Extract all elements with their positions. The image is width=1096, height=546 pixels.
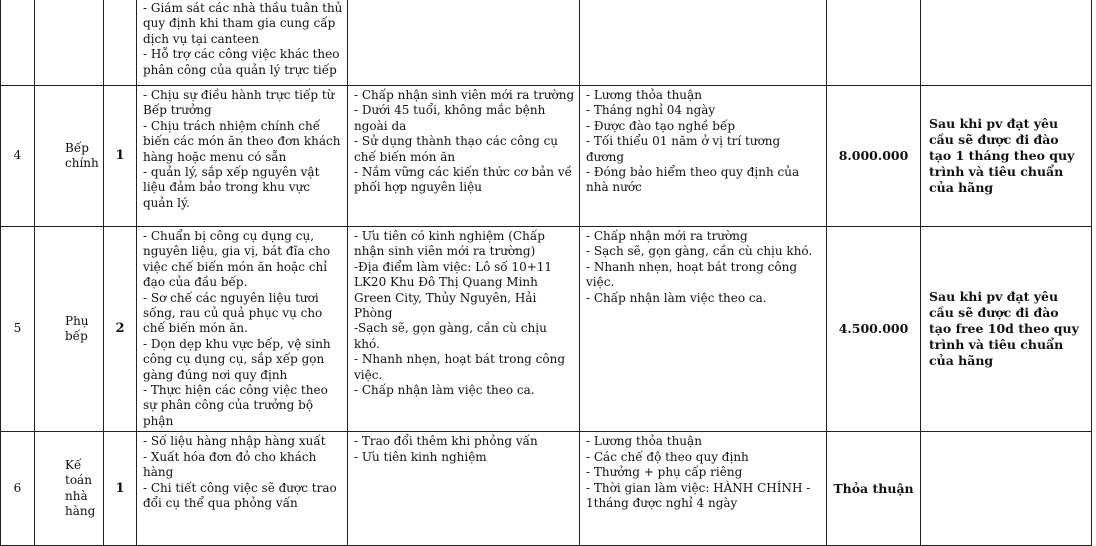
list-item: - Trao đổi thêm khi phỏng vấn [354,434,538,449]
position-title [35,0,104,86]
benefits-cell [580,432,827,546]
job-description-cell [137,0,348,86]
list-item: - Hỗ trợ các công việc khác theo phân công của quản lý trực tiếp [143,47,340,77]
list-item: - Chấp nhận làm việc theo ca. [586,290,767,305]
list-item: -Sạch sẽ, gọn gàng, cần cù chịu khó. [354,321,547,351]
note-cell: Sau khi pv đạt yêu cầu sẽ được đi đào tạo 1 tháng theo quy trình và tiêu chuẩn của hãng [921,86,1092,227]
list-item: - Chuẩn bị công cụ dụng cụ, nguyên liệu, gia vị, bát đĩa cho việc chế biến món ăn hoặc chỉ đạo của đầu bếp. [143,229,331,290]
note-cell [921,432,1092,546]
note-cell: Sau khi pv đạt yêu cầu sẽ được đi đào tạo free 10d theo quy trình và tiêu chuẩn của hãng [921,227,1092,432]
table-row [1,0,1092,86]
list-item: - Dọn dẹp khu vực bếp, vệ sinh công cụ dụng cụ, sắp xếp gọn gàng đúng nơi quy định [143,336,331,382]
list-item: - Sạch sẽ, gọn gàng, cần cù chịu khó. [586,244,813,259]
list-item: - Chấp nhận làm việc theo ca. [354,383,535,398]
list-item: - Lương thỏa thuận [586,88,702,102]
quantity-cell: 2 [104,227,137,432]
list-item: - quản lý, sắp xếp nguyên vật liệu đảm bảo trong khu vực quản lý. [143,165,320,210]
benefits-cell [580,227,827,432]
requirements-cell [348,86,580,227]
quantity-cell: 1 [104,86,137,227]
benefits-cell [580,86,827,227]
position-title: Bếp chính [35,86,104,227]
job-description-cell [137,227,348,432]
list-item: - Được đào tạo nghề bếp [586,118,736,133]
list-item: - Dưới 45 tuổi, không mắc bệnh ngoài da [354,103,546,133]
list-item: - Sử dụng thành thạo các công cụ chế biến món ăn [354,134,559,164]
list-item: - Nhanh nhẹn, hoạt bát trong công việc. [354,352,566,382]
table-body [1,0,1092,546]
row-number: 6 [1,432,35,546]
table-row [1,86,1092,227]
list-item: - Xuất hóa đơn đỏ cho khách hàng [143,449,317,480]
salary-cell: 8.000.000 [827,86,921,227]
list-item: - Chịu sự điều hành trực tiếp từ Bếp trưởng [143,88,335,118]
row-number: 4 [1,86,35,227]
list-item: - Sơ chế các nguyên liệu tươi sống, rau củ quả phục vụ cho chế biến món ăn. [143,290,323,336]
list-item: -Địa điểm làm việc: Lô số 10+11 LK20 Khu Đô Thị Quang Minh Green City, Thủy Nguyên, Hải Phòng [354,259,553,321]
list-item: - Số liệu hàng nhập hàng xuất [143,434,326,449]
list-item: - Thưởng + phụ cấp riêng [586,465,743,480]
salary-cell: 4.500.000 [827,227,921,432]
requirements-cell [348,0,580,86]
position-title: Kế toán nhà hàng [35,432,104,546]
list-item: - Ưu tiên có kinh nghiệm (Chấp nhận sinh viên mới ra trường) [354,229,545,259]
quantity-cell [104,0,137,86]
list-item: - Đóng bảo hiểm theo quy định của nhà nước [586,165,800,195]
list-item: - Tối thiểu 01 năm ở vị trí tương đương [586,134,781,164]
table-row [1,432,1092,546]
list-item: - Chịu trách nhiệm chính chế biến các món ăn theo đơn khách hàng hoặc menu có sẵn [143,118,341,164]
list-item: - Nắm vững các kiến thức cơ bản về phối hợp nguyên liệu [354,165,573,195]
list-item: - Chấp nhận sinh viên mới ra trường [354,88,575,102]
list-item: - Thời gian làm việc: HÀNH CHÍNH - 1tháng được nghỉ 4 ngày [586,480,811,510]
salary-cell [827,0,921,86]
salary-cell: Thỏa thuận [827,432,921,546]
list-item: - Chi tiết công việc sẽ được trao đổi cụ thể qua phỏng vấn [143,480,337,510]
requirements-cell [348,227,580,432]
list-item: - Tháng nghỉ 04 ngày [586,103,716,118]
list-item: - Các chế độ theo quy định [586,449,749,464]
row-number: 5 [1,227,35,432]
row-number [1,0,35,86]
position-title: Phụ bếp [35,227,104,432]
table-row [1,227,1092,432]
requirements-cell [348,432,580,546]
list-item: - Chấp nhận mới ra trường [586,229,748,243]
job-description-cell [137,86,348,227]
benefits-cell [580,0,827,86]
list-item: - Thực hiện các công việc theo sự phân công của trưởng bộ phận [143,383,328,428]
list-item: - Nhanh nhẹn, hoạt bát trong công việc. [586,259,798,290]
list-item: - Ưu tiên kinh nghiệm [354,449,487,464]
note-cell [921,0,1092,86]
quantity-cell: 1 [104,432,137,546]
job-description-cell [137,432,348,546]
list-item: - Giám sát các nhà thầu tuân thủ quy định khi tham gia cung cấp dịch vụ tại canteen [143,1,343,46]
list-item: - Lương thỏa thuận [586,434,702,449]
